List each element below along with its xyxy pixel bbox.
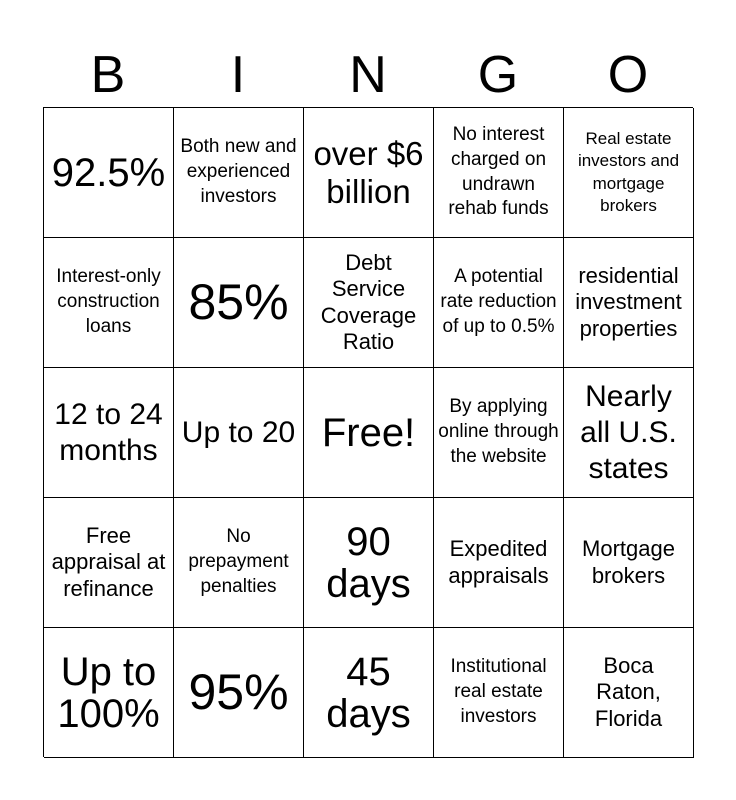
header-letter-o: O — [607, 46, 649, 104]
bingo-header — [43, 44, 693, 106]
bingo-cell[interactable]: 95% — [174, 628, 304, 758]
bingo-cell[interactable]: Expedited appraisals — [434, 498, 564, 628]
bingo-cell[interactable]: No interest charged on undrawn rehab funds — [434, 108, 564, 238]
bingo-cell[interactable]: 90 days — [304, 498, 434, 628]
bingo-cell[interactable]: 92.5% — [44, 108, 174, 238]
bingo-cell[interactable]: Up to 100% — [44, 628, 174, 758]
bingo-cell[interactable]: Free appraisal at refinance — [44, 498, 174, 628]
bingo-cell[interactable]: Debt Service Coverage Ratio — [304, 238, 434, 368]
bingo-cell[interactable]: Both new and experienced investors — [174, 108, 304, 238]
bingo-cell[interactable]: No prepayment penalties — [174, 498, 304, 628]
bingo-cell[interactable]: Mortgage brokers — [564, 498, 694, 628]
bingo-cell[interactable]: A potential rate reduction of up to 0.5% — [434, 238, 564, 368]
bingo-cell[interactable]: Institutional real estate investors — [434, 628, 564, 758]
bingo-cell[interactable]: Interest-only construction loans — [44, 238, 174, 368]
free-space[interactable]: Free! — [304, 368, 434, 498]
bingo-cell[interactable]: 12 to 24 months — [44, 368, 174, 498]
header-letter-b: B — [90, 46, 126, 104]
bingo-cell[interactable]: Up to 20 — [174, 368, 304, 498]
bingo-cell[interactable]: Boca Raton, Florida — [564, 628, 694, 758]
header-letter-n: N — [349, 46, 387, 104]
bingo-cell[interactable]: By applying online through the website — [434, 368, 564, 498]
bingo-cell[interactable]: 85% — [174, 238, 304, 368]
bingo-cell[interactable]: over $6 billion — [304, 108, 434, 238]
bingo-cell[interactable]: Real estate investors and mortgage brokers — [564, 108, 694, 238]
bingo-cell[interactable]: residential investment properties — [564, 238, 694, 368]
bingo-board — [43, 107, 693, 757]
header-letter-g: G — [477, 46, 519, 104]
bingo-cell[interactable]: Nearly all U.S. states — [564, 368, 694, 498]
header-letter-i: I — [230, 46, 246, 104]
bingo-cell[interactable]: 45 days — [304, 628, 434, 758]
